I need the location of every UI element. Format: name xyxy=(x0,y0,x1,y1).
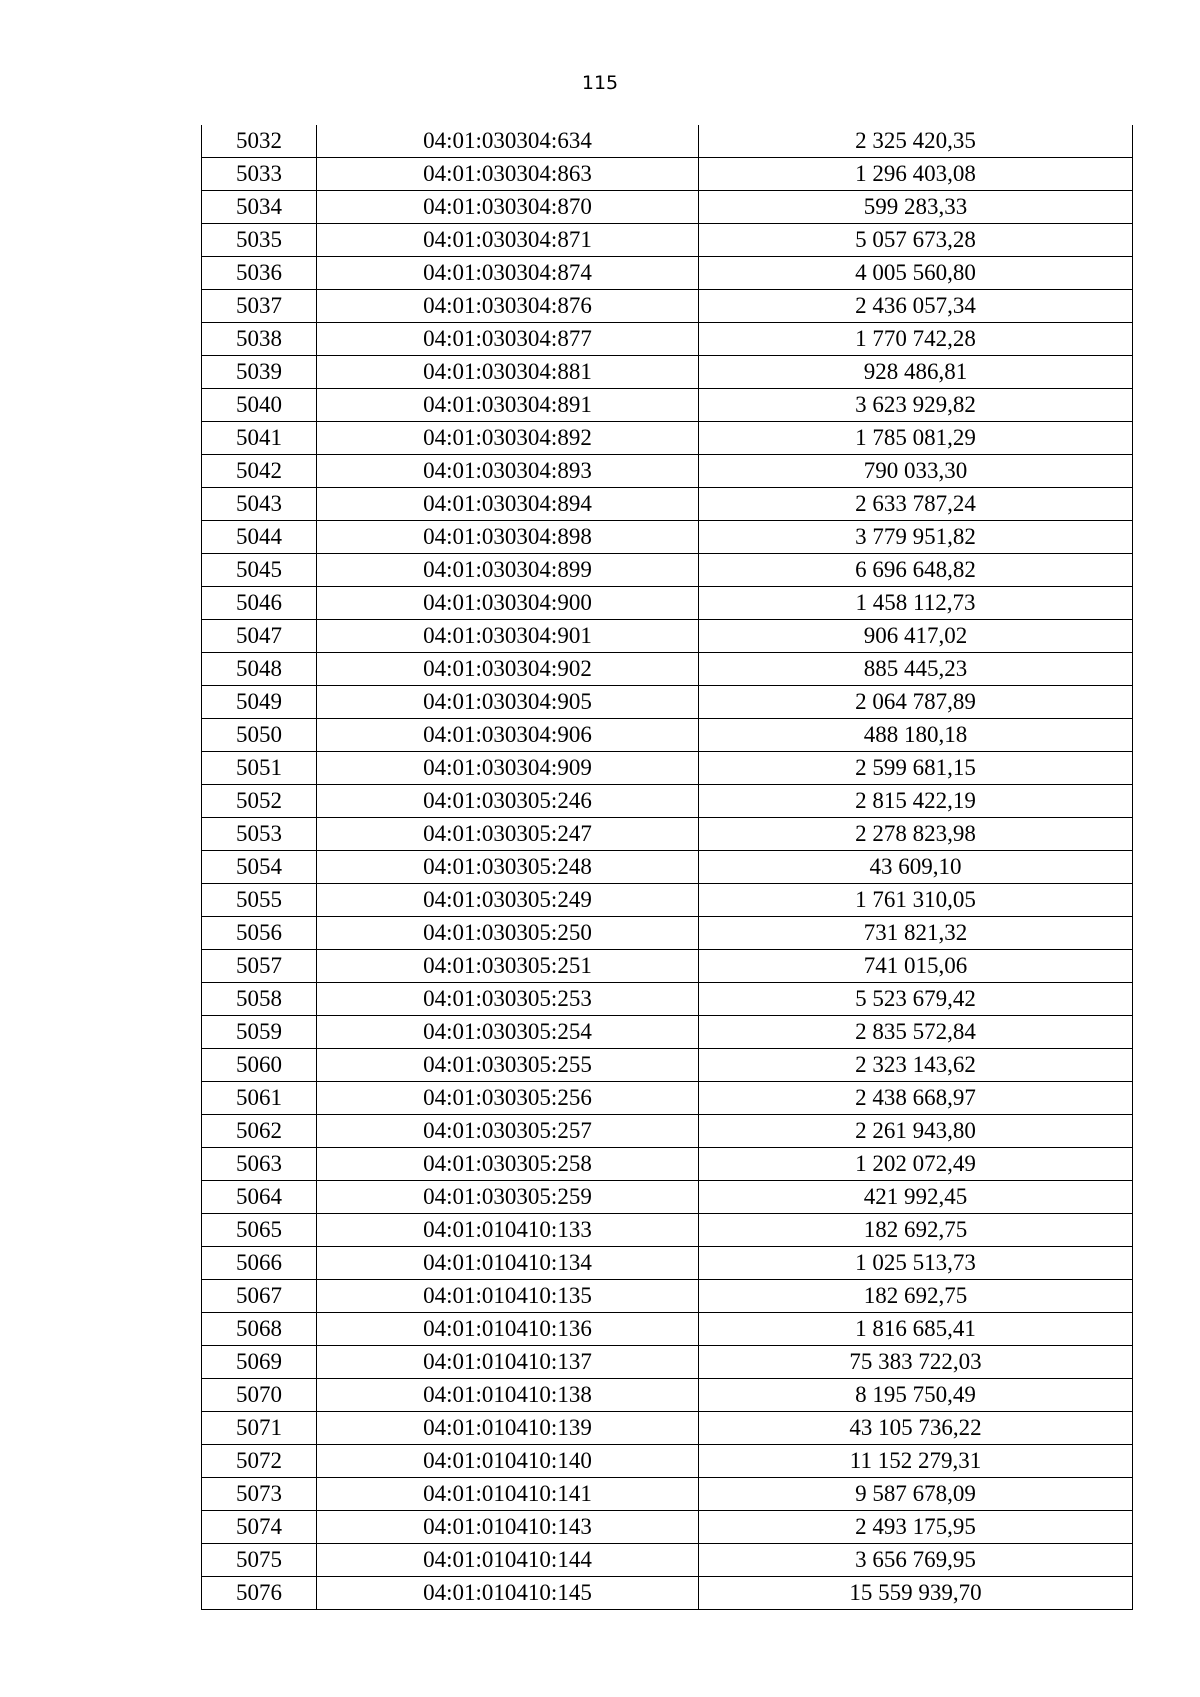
cadastral-value-cell: 488 180,18 xyxy=(699,719,1133,752)
row-number-cell: 5065 xyxy=(202,1214,317,1247)
row-number-cell: 5058 xyxy=(202,983,317,1016)
row-number-cell: 5043 xyxy=(202,488,317,521)
cadastral-number-cell: 04:01:030304:906 xyxy=(317,719,699,752)
table-row xyxy=(202,389,1133,422)
table-row xyxy=(202,1379,1133,1412)
cadastral-value-cell: 43 105 736,22 xyxy=(699,1412,1133,1445)
row-number-cell: 5042 xyxy=(202,455,317,488)
cadastral-number-cell: 04:01:010410:143 xyxy=(317,1511,699,1544)
row-number-cell: 5045 xyxy=(202,554,317,587)
table-row xyxy=(202,323,1133,356)
cadastral-number-cell: 04:01:030304:894 xyxy=(317,488,699,521)
table-row xyxy=(202,257,1133,290)
table-row xyxy=(202,917,1133,950)
cadastral-number-cell: 04:01:030304:870 xyxy=(317,191,699,224)
row-number-cell: 5040 xyxy=(202,389,317,422)
table-row xyxy=(202,356,1133,389)
cadastral-value-cell: 1 770 742,28 xyxy=(699,323,1133,356)
cadastral-value-cell: 731 821,32 xyxy=(699,917,1133,950)
table-row xyxy=(202,554,1133,587)
cadastral-value-cell: 1 296 403,08 xyxy=(699,158,1133,191)
table-row xyxy=(202,1511,1133,1544)
cadastral-value-cell: 8 195 750,49 xyxy=(699,1379,1133,1412)
cadastral-number-cell: 04:01:030304:877 xyxy=(317,323,699,356)
table-row xyxy=(202,1082,1133,1115)
row-number-cell: 5076 xyxy=(202,1577,317,1610)
row-number-cell: 5035 xyxy=(202,224,317,257)
cadastral-number-cell: 04:01:010410:140 xyxy=(317,1445,699,1478)
cadastral-value-cell: 9 587 678,09 xyxy=(699,1478,1133,1511)
table-row xyxy=(202,1544,1133,1577)
cadastral-number-cell: 04:01:010410:133 xyxy=(317,1214,699,1247)
table-row xyxy=(202,785,1133,818)
table-row xyxy=(202,1247,1133,1280)
cadastral-number-cell: 04:01:030304:881 xyxy=(317,356,699,389)
row-number-cell: 5060 xyxy=(202,1049,317,1082)
cadastral-value-cell: 2 325 420,35 xyxy=(699,125,1133,158)
row-number-cell: 5075 xyxy=(202,1544,317,1577)
table-row xyxy=(202,488,1133,521)
cadastral-value-cell: 2 323 143,62 xyxy=(699,1049,1133,1082)
cadastral-value-cell: 2 436 057,34 xyxy=(699,290,1133,323)
row-number-cell: 5051 xyxy=(202,752,317,785)
row-number-cell: 5032 xyxy=(202,125,317,158)
cadastral-value-cell: 6 696 648,82 xyxy=(699,554,1133,587)
table-row xyxy=(202,1049,1133,1082)
row-number-cell: 5054 xyxy=(202,851,317,884)
cadastral-number-cell: 04:01:030304:891 xyxy=(317,389,699,422)
row-number-cell: 5034 xyxy=(202,191,317,224)
table-row xyxy=(202,950,1133,983)
cadastral-number-cell: 04:01:030304:900 xyxy=(317,587,699,620)
cadastral-value-cell: 741 015,06 xyxy=(699,950,1133,983)
row-number-cell: 5049 xyxy=(202,686,317,719)
row-number-cell: 5067 xyxy=(202,1280,317,1313)
table-row xyxy=(202,1115,1133,1148)
cadastral-value-cell: 2 064 787,89 xyxy=(699,686,1133,719)
row-number-cell: 5069 xyxy=(202,1346,317,1379)
table-row xyxy=(202,158,1133,191)
row-number-cell: 5064 xyxy=(202,1181,317,1214)
cadastral-value-cell: 1 785 081,29 xyxy=(699,422,1133,455)
cadastral-number-cell: 04:01:030305:247 xyxy=(317,818,699,851)
table-row xyxy=(202,521,1133,554)
table-row xyxy=(202,1445,1133,1478)
cadastral-number-cell: 04:01:030305:246 xyxy=(317,785,699,818)
cadastral-number-cell: 04:01:010410:138 xyxy=(317,1379,699,1412)
row-number-cell: 5056 xyxy=(202,917,317,950)
cadastral-number-cell: 04:01:030305:259 xyxy=(317,1181,699,1214)
table-row xyxy=(202,653,1133,686)
row-number-cell: 5071 xyxy=(202,1412,317,1445)
row-number-cell: 5062 xyxy=(202,1115,317,1148)
cadastral-value-cell: 2 261 943,80 xyxy=(699,1115,1133,1148)
cadastral-number-cell: 04:01:010410:144 xyxy=(317,1544,699,1577)
cadastral-value-cell: 3 623 929,82 xyxy=(699,389,1133,422)
row-number-cell: 5055 xyxy=(202,884,317,917)
table-row xyxy=(202,1148,1133,1181)
cadastral-value-cell: 5 057 673,28 xyxy=(699,224,1133,257)
row-number-cell: 5059 xyxy=(202,1016,317,1049)
cadastral-value-cell: 2 835 572,84 xyxy=(699,1016,1133,1049)
cadastral-number-cell: 04:01:030304:899 xyxy=(317,554,699,587)
row-number-cell: 5036 xyxy=(202,257,317,290)
cadastral-number-cell: 04:01:010410:139 xyxy=(317,1412,699,1445)
cadastral-value-cell: 182 692,75 xyxy=(699,1214,1133,1247)
cadastral-value-cell: 1 025 513,73 xyxy=(699,1247,1133,1280)
cadastral-number-cell: 04:01:030304:892 xyxy=(317,422,699,455)
table-row xyxy=(202,587,1133,620)
table-row xyxy=(202,1016,1133,1049)
table-body xyxy=(202,125,1133,1610)
table-row xyxy=(202,851,1133,884)
cadastral-value-cell: 182 692,75 xyxy=(699,1280,1133,1313)
table-row xyxy=(202,1181,1133,1214)
cadastral-number-cell: 04:01:030305:251 xyxy=(317,950,699,983)
cadastral-value-cell: 2 633 787,24 xyxy=(699,488,1133,521)
cadastral-value-cell: 75 383 722,03 xyxy=(699,1346,1133,1379)
row-number-cell: 5046 xyxy=(202,587,317,620)
row-number-cell: 5037 xyxy=(202,290,317,323)
cadastral-number-cell: 04:01:030304:905 xyxy=(317,686,699,719)
cadastral-number-cell: 04:01:030305:249 xyxy=(317,884,699,917)
table-row xyxy=(202,1280,1133,1313)
cadastral-value-cell: 928 486,81 xyxy=(699,356,1133,389)
cadastral-number-cell: 04:01:030304:902 xyxy=(317,653,699,686)
row-number-cell: 5061 xyxy=(202,1082,317,1115)
cadastral-number-cell: 04:01:030305:257 xyxy=(317,1115,699,1148)
cadastral-number-cell: 04:01:030305:255 xyxy=(317,1049,699,1082)
cadastral-value-cell: 2 438 668,97 xyxy=(699,1082,1133,1115)
row-number-cell: 5052 xyxy=(202,785,317,818)
cadastral-value-cell: 421 992,45 xyxy=(699,1181,1133,1214)
cadastral-number-cell: 04:01:010410:134 xyxy=(317,1247,699,1280)
table-row xyxy=(202,224,1133,257)
row-number-cell: 5066 xyxy=(202,1247,317,1280)
cadastral-value-cell: 15 559 939,70 xyxy=(699,1577,1133,1610)
table-row xyxy=(202,983,1133,1016)
table-row xyxy=(202,686,1133,719)
table-row xyxy=(202,455,1133,488)
row-number-cell: 5073 xyxy=(202,1478,317,1511)
cadastral-value-cell: 3 779 951,82 xyxy=(699,521,1133,554)
row-number-cell: 5048 xyxy=(202,653,317,686)
table-row xyxy=(202,818,1133,851)
cadastral-number-cell: 04:01:010410:136 xyxy=(317,1313,699,1346)
row-number-cell: 5057 xyxy=(202,950,317,983)
cadastral-number-cell: 04:01:030305:253 xyxy=(317,983,699,1016)
table-row xyxy=(202,1577,1133,1610)
cadastral-number-cell: 04:01:010410:135 xyxy=(317,1280,699,1313)
cadastral-value-cell: 1 458 112,73 xyxy=(699,587,1133,620)
table-row xyxy=(202,290,1133,323)
row-number-cell: 5050 xyxy=(202,719,317,752)
cadastral-value-cell: 2 493 175,95 xyxy=(699,1511,1133,1544)
cadastral-value-cell: 1 202 072,49 xyxy=(699,1148,1133,1181)
row-number-cell: 5033 xyxy=(202,158,317,191)
cadastral-value-cell: 1 816 685,41 xyxy=(699,1313,1133,1346)
table-row xyxy=(202,752,1133,785)
cadastral-value-cell: 2 278 823,98 xyxy=(699,818,1133,851)
table-row xyxy=(202,1214,1133,1247)
cadastral-number-cell: 04:01:030305:254 xyxy=(317,1016,699,1049)
cadastral-number-cell: 04:01:030304:901 xyxy=(317,620,699,653)
row-number-cell: 5044 xyxy=(202,521,317,554)
row-number-cell: 5039 xyxy=(202,356,317,389)
table-row xyxy=(202,1313,1133,1346)
table-row xyxy=(202,1412,1133,1445)
cadastral-number-cell: 04:01:030305:248 xyxy=(317,851,699,884)
cadastral-value-cell: 11 152 279,31 xyxy=(699,1445,1133,1478)
cadastral-value-table xyxy=(201,125,1133,1610)
cadastral-number-cell: 04:01:030304:909 xyxy=(317,752,699,785)
cadastral-number-cell: 04:01:030305:250 xyxy=(317,917,699,950)
table-row xyxy=(202,125,1133,158)
cadastral-value-cell: 2 815 422,19 xyxy=(699,785,1133,818)
cadastral-value-cell: 906 417,02 xyxy=(699,620,1133,653)
row-number-cell: 5074 xyxy=(202,1511,317,1544)
cadastral-value-cell: 4 005 560,80 xyxy=(699,257,1133,290)
row-number-cell: 5070 xyxy=(202,1379,317,1412)
table-row xyxy=(202,1478,1133,1511)
cadastral-number-cell: 04:01:030304:898 xyxy=(317,521,699,554)
table-row xyxy=(202,719,1133,752)
row-number-cell: 5063 xyxy=(202,1148,317,1181)
table-row xyxy=(202,884,1133,917)
cadastral-number-cell: 04:01:030304:874 xyxy=(317,257,699,290)
cadastral-value-cell: 885 445,23 xyxy=(699,653,1133,686)
table-row xyxy=(202,1346,1133,1379)
cadastral-value-cell: 5 523 679,42 xyxy=(699,983,1133,1016)
row-number-cell: 5038 xyxy=(202,323,317,356)
cadastral-number-cell: 04:01:010410:137 xyxy=(317,1346,699,1379)
cadastral-value-cell: 1 761 310,05 xyxy=(699,884,1133,917)
page-number: 115 xyxy=(581,72,619,94)
row-number-cell: 5072 xyxy=(202,1445,317,1478)
cadastral-value-cell: 2 599 681,15 xyxy=(699,752,1133,785)
cadastral-number-cell: 04:01:030304:893 xyxy=(317,455,699,488)
table-row xyxy=(202,422,1133,455)
table-row xyxy=(202,191,1133,224)
cadastral-value-cell: 790 033,30 xyxy=(699,455,1133,488)
table-row xyxy=(202,620,1133,653)
cadastral-value-cell: 43 609,10 xyxy=(699,851,1133,884)
cadastral-number-cell: 04:01:030304:876 xyxy=(317,290,699,323)
cadastral-number-cell: 04:01:010410:141 xyxy=(317,1478,699,1511)
cadastral-number-cell: 04:01:030305:256 xyxy=(317,1082,699,1115)
cadastral-number-cell: 04:01:010410:145 xyxy=(317,1577,699,1610)
row-number-cell: 5053 xyxy=(202,818,317,851)
row-number-cell: 5047 xyxy=(202,620,317,653)
row-number-cell: 5068 xyxy=(202,1313,317,1346)
row-number-cell: 5041 xyxy=(202,422,317,455)
cadastral-value-cell: 3 656 769,95 xyxy=(699,1544,1133,1577)
cadastral-number-cell: 04:01:030304:634 xyxy=(317,125,699,158)
cadastral-number-cell: 04:01:030304:863 xyxy=(317,158,699,191)
cadastral-value-cell: 599 283,33 xyxy=(699,191,1133,224)
cadastral-number-cell: 04:01:030305:258 xyxy=(317,1148,699,1181)
cadastral-number-cell: 04:01:030304:871 xyxy=(317,224,699,257)
